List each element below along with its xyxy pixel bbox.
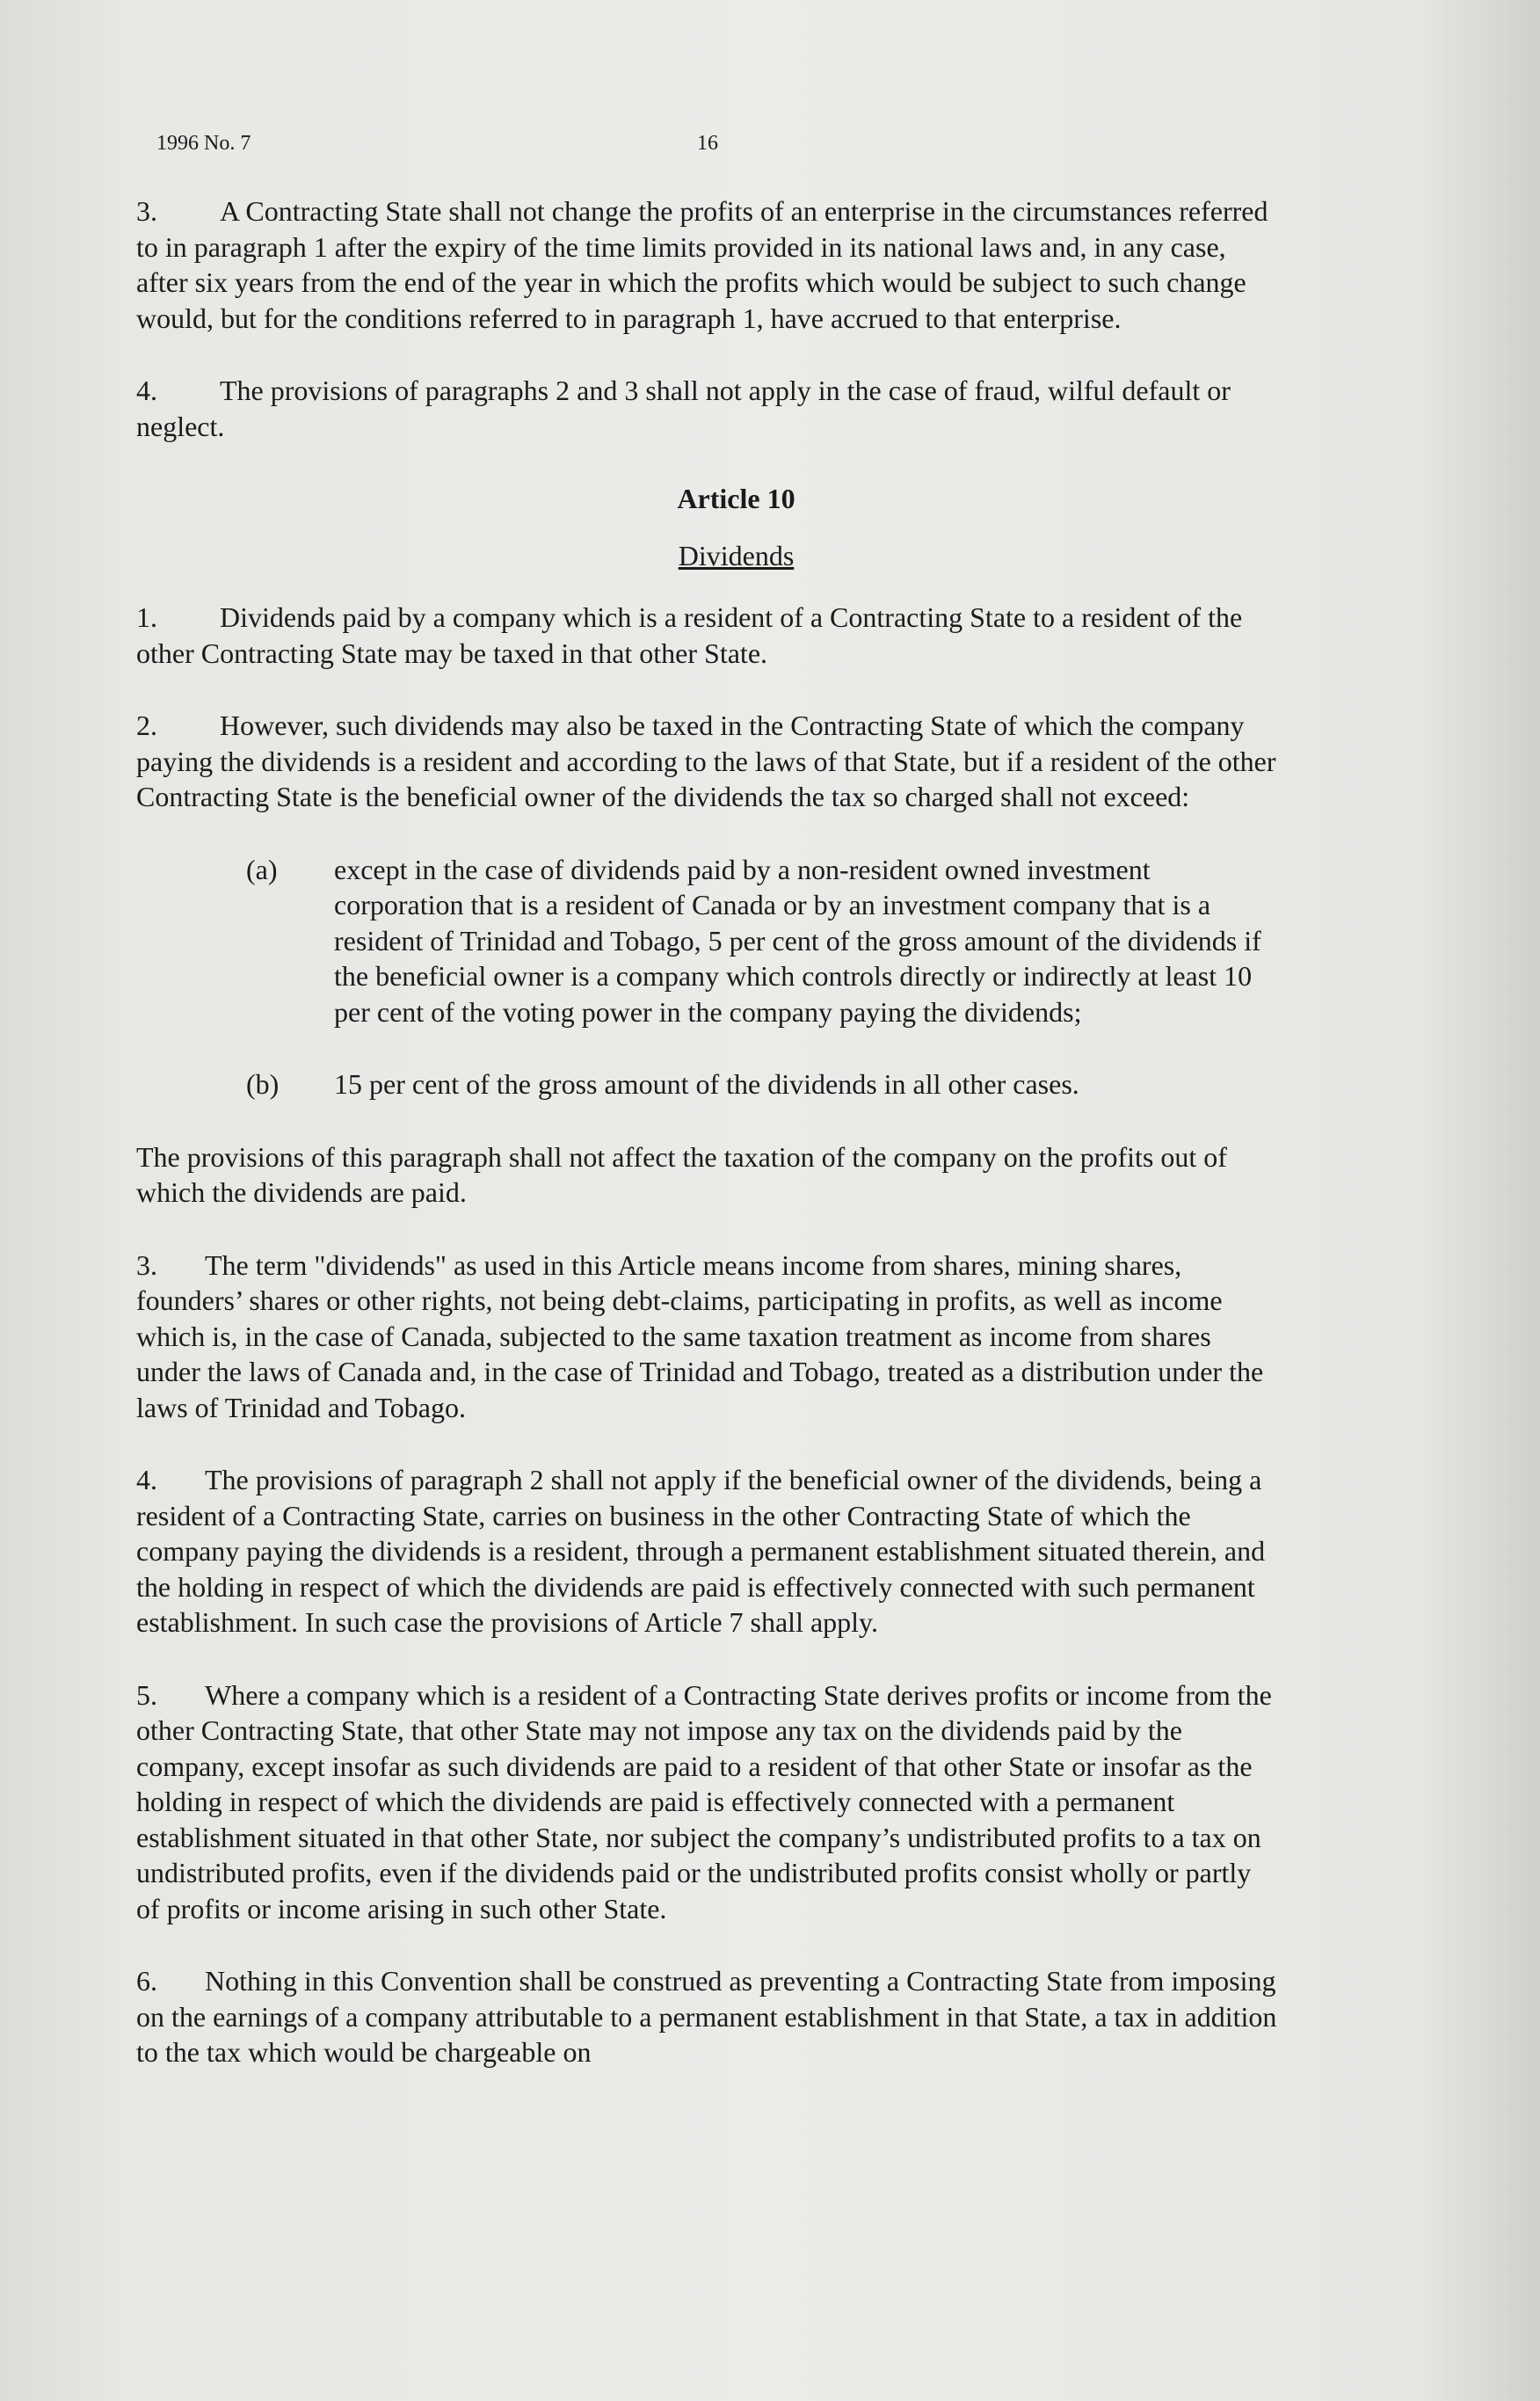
paragraph-number: 4. [136, 1464, 157, 1495]
paragraph-2 [136, 708, 1279, 815]
paragraph-3-previous-article [136, 193, 1279, 336]
paragraph-text: However, such dividends may also be taxed in the Contracting State of which the company paying the dividends is a resident and according to the laws of that State, but if a resident of the other Contracting State is the beneficial owner of the dividends the tax so charged shall not exceed: [136, 709, 1276, 812]
paragraph-5 [136, 1677, 1279, 1927]
subparagraph-label: (b) [246, 1068, 280, 1100]
paragraph-text: A Contracting State shall not change the profits of an enterprise in the circumstances referred to in paragraph 1 after the expiry of the time limits provided in its national laws and, in any case, after six years from the end of the year in which the profits which would be subject to such change would, but for the conditions referred to in paragraph 1, have accrued to that enterprise. [136, 195, 1268, 334]
paragraph-number: 3. [136, 1248, 157, 1281]
page-number: 16 [697, 132, 718, 155]
subparagraph-b [136, 1066, 1279, 1102]
subparagraph-a [136, 852, 1279, 1030]
paragraph-number: 2. [136, 709, 157, 741]
subparagraph-text: 15 per cent of the gross amount of the dividends in all other cases. [334, 1068, 1079, 1100]
article-subtitle: Dividends [678, 539, 795, 571]
subparagraph-text: except in the case of dividends paid by a non-resident owned investment corporation that is a resident of Canada or by an investment company that is a resident of Trinidad and Tobago, 5 per cent of the gross amount of the dividends if the beneficial owner is a company which controls directly or indirectly at least 10 per cent of the voting power in the company paying the dividends; [334, 853, 1261, 1028]
article-title: Article 10 [677, 483, 795, 514]
subparagraph-label: (a) [246, 853, 278, 885]
page-body [136, 193, 1279, 2107]
paragraph-text: Where a company which is a resident of a Contracting State derives profits or income from the other Contracting State, that other State may not impose any tax on the dividends paid by the company, except insofar as such dividends are paid to a resident of that other State or insofar as the holding in respect of which the dividends are paid is effectively connected with a permanent establishment situated in that other State, nor subject the company’s undistributed profits to a tax on undistributed profits, even if the dividends paid or the undistributed profits consist wholly or partly of profits or income arising in such other State. [136, 1678, 1272, 1924]
paragraph-number: 5. [136, 1678, 157, 1711]
paragraph-number: 3. [136, 195, 157, 227]
paragraph-number: 4. [136, 375, 157, 406]
paragraph-number: 1. [136, 601, 157, 633]
paragraph-text: The provisions of paragraphs 2 and 3 shall not apply in the case of fraud, wilful default or neglect. [136, 375, 1231, 442]
paragraph-number: 6. [136, 1965, 157, 1997]
paragraph-text: Nothing in this Convention shall be construed as preventing a Contracting State from imposing on the earnings of a company attributable to a permanent establishment in that State, a tax in addition to the tax which would be chargeable on [136, 1965, 1277, 2068]
running-title: 1996 No. 7 [156, 132, 251, 155]
paragraph-6 [136, 1963, 1279, 2070]
paragraph-text: Dividends paid by a company which is a resident of a Contracting State to a resident of the other Contracting State may be taxed in that other State. [136, 601, 1243, 669]
paragraph-text: The term "dividends" as used in this Article means income from shares, mining shares, founders’ shares or other rights, not being debt-claims, participating in profits, as well as income which is, in the case of Canada, subjected to the same taxation treatment as income from shares under the laws of Canada and, in the case of Trinidad and Tobago, treated as a distribution under the laws of Trinidad and Tobago. [136, 1248, 1264, 1423]
paragraph-4-previous-article [136, 373, 1279, 444]
paragraph-4 [136, 1462, 1279, 1641]
paragraph-text: The provisions of paragraph 2 shall not apply if the beneficial owner of the dividends, being a resident of a Contracting State, carries on business in the other Contracting State of which the company paying the dividends is a resident, through a permanent establishment situated therein, and the holding in respect of which the dividends are paid is effectively connected with such permanent establishment. In such case the provisions of Article 7 shall apply. [136, 1464, 1266, 1638]
paragraph-1 [136, 600, 1279, 671]
paragraph-3 [136, 1248, 1279, 1426]
paragraph-2-closing: The provisions of this paragraph shall not affect the taxation of the company on the profits out of which the dividends are paid. [136, 1140, 1227, 1208]
